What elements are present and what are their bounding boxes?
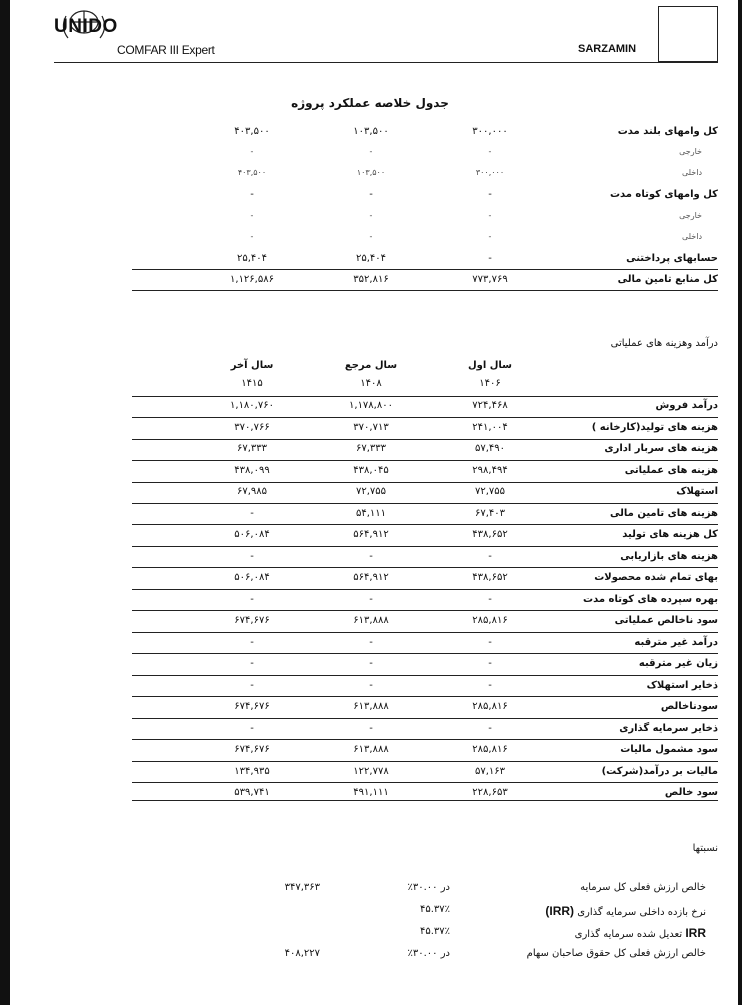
row-value: - <box>369 147 373 156</box>
table-row <box>132 211 718 229</box>
empty-box <box>658 6 718 62</box>
row-value: ۶۱۳,۸۸۸ <box>353 744 389 755</box>
row-value: - <box>250 551 254 562</box>
header-rule <box>54 62 718 63</box>
row-value: ۷۲۴,۴۶۸ <box>472 400 508 411</box>
row-label: بهره سپرده های کوتاه مدت <box>583 594 718 605</box>
row-value: - <box>488 723 492 734</box>
table-row <box>132 701 718 719</box>
table-row <box>132 422 718 440</box>
row-value: ۶۷,۳۳۳ <box>355 443 387 454</box>
row-label: ذخایر سرمایه گذاری <box>619 723 718 734</box>
row-value: ۲۵,۴۰۴ <box>236 253 268 264</box>
ratio-label <box>545 904 706 918</box>
row-value: ۵۴,۱۱۱ <box>355 508 387 519</box>
row-value: - <box>250 723 254 734</box>
row-value: - <box>250 211 254 220</box>
row-value: - <box>488 680 492 691</box>
table-row <box>132 658 718 676</box>
col-header-reference-year: سال مرجع <box>344 360 398 371</box>
ratio-value: ۳۴۷,۳۶۳ <box>284 882 320 893</box>
divider <box>132 503 718 504</box>
row-value: ۴۳۸,۶۵۲ <box>472 572 508 583</box>
table-row <box>132 400 718 418</box>
divider <box>132 761 718 762</box>
table-row <box>132 443 718 461</box>
ratio-rate: در ۳۰.۰۰٪ <box>407 882 450 893</box>
row-label: کل وامهای کوتاه مدت <box>609 189 718 200</box>
row-value: - <box>250 637 254 648</box>
row-label: سود ناخالص عملیاتی <box>614 615 718 626</box>
row-value: - <box>369 551 373 562</box>
row-value: - <box>250 147 254 156</box>
row-value: - <box>488 232 492 241</box>
divider <box>132 739 718 740</box>
row-value: - <box>369 232 373 241</box>
year-first: ۱۴۰۶ <box>479 378 501 389</box>
row-label: هزینه های تامین مالی <box>610 508 718 519</box>
row-value: ۲۲۸,۶۵۳ <box>472 787 508 798</box>
row-value: ۵۷,۱۶۳ <box>474 766 506 777</box>
row-value: - <box>250 680 254 691</box>
row-value: ۴۰۳,۵۰۰ <box>237 168 267 177</box>
divider <box>132 610 718 611</box>
project-name: SARZAMIN <box>578 43 637 55</box>
row-label: مالیات بر درآمد(شرکت) <box>601 766 718 777</box>
row-label: هزینه های عملیاتی <box>624 465 718 476</box>
divider <box>132 653 718 654</box>
column-years <box>132 378 718 396</box>
row-value: ۱۲۲,۷۷۸ <box>353 766 389 777</box>
right-edge <box>738 0 742 1005</box>
ratio-label-text: خالص ارزش فعلی کل حقوق صاحبان سهام <box>526 948 706 959</box>
row-value: ۷۲,۷۵۵ <box>355 486 387 497</box>
row-value: - <box>250 594 254 605</box>
row-value: ۶۷۴,۶۷۶ <box>234 701 270 712</box>
row-value: ۵۳۹,۷۴۱ <box>234 787 270 798</box>
table-row <box>132 465 718 483</box>
divider <box>132 782 718 783</box>
row-value: - <box>250 508 254 519</box>
row-label: هزینه های بازاریابی <box>620 551 718 562</box>
row-label: کل وامهای بلند مدت <box>617 126 718 137</box>
row-label: استهلاک <box>676 486 718 497</box>
ratio-label <box>580 882 706 893</box>
row-value: ۷۷۳,۷۶۹ <box>472 274 508 285</box>
row-value: ۳۵۲,۸۱۶ <box>353 274 389 285</box>
divider <box>132 439 718 440</box>
row-value: ۲۸۵,۸۱۶ <box>472 701 508 712</box>
divider <box>132 567 718 568</box>
row-value: - <box>488 637 492 648</box>
row-value: ۱,۱۲۶,۵۸۶ <box>230 274 274 285</box>
table-row <box>132 126 718 144</box>
row-value: - <box>488 594 492 605</box>
row-value: ۱,۱۷۸,۸۰۰ <box>349 400 393 411</box>
row-value: ۶۷۴,۶۷۶ <box>234 744 270 755</box>
ratio-latin: (IRR) <box>545 904 575 918</box>
ratio-rate: در ۳۰.۰۰٪ <box>407 948 450 959</box>
row-value: ۳۰۰,۰۰۰ <box>472 126 508 137</box>
row-label: بهای تمام شده محصولات <box>594 572 718 583</box>
product-name: COMFAR III Expert <box>117 43 215 57</box>
year-reference: ۱۴۰۸ <box>360 378 382 389</box>
left-edge <box>0 0 10 1005</box>
divider <box>132 396 718 397</box>
row-value: ۶۷۴,۶۷۶ <box>234 615 270 626</box>
col-header-first-year: سال اول <box>467 360 513 371</box>
ratio-value: ۴۰۸,۲۲۷ <box>284 948 320 959</box>
row-value: - <box>488 211 492 220</box>
divider <box>132 482 718 483</box>
table-row <box>132 486 718 504</box>
row-label: حسابهای پرداختنی <box>626 253 718 264</box>
table-row <box>132 232 718 250</box>
divider <box>132 675 718 676</box>
row-label: درآمد فروش <box>655 400 718 411</box>
row-value: - <box>250 658 254 669</box>
page-title: جدول خلاصه عملکرد پروژه <box>291 96 449 110</box>
ratio-label-text: خالص ارزش فعلی کل سرمایه <box>580 882 706 893</box>
row-label: داخلی <box>681 168 702 177</box>
row-value: ۴۰۳,۵۰۰ <box>234 126 270 137</box>
divider <box>132 632 718 633</box>
row-label: سود خالص <box>664 787 718 798</box>
divider <box>132 589 718 590</box>
ratio-rate: ۴۵.۳۷٪ <box>419 904 450 915</box>
row-value: - <box>369 723 373 734</box>
row-value: ۲۴۱,۰۰۴ <box>472 422 508 433</box>
row-value: - <box>488 551 492 562</box>
row-value: ۳۷۰,۷۶۶ <box>234 422 270 433</box>
divider <box>132 696 718 697</box>
divider <box>132 524 718 525</box>
row-value: ۵۶۴,۹۱۲ <box>353 529 389 540</box>
table-row <box>132 615 718 633</box>
row-value: ۲۸۵,۸۱۶ <box>472 744 508 755</box>
divider <box>132 718 718 719</box>
row-value: ۱,۱۸۰,۷۶۰ <box>230 400 274 411</box>
row-value: - <box>369 637 373 648</box>
row-value: - <box>369 594 373 605</box>
ratio-label-text: نرخ بازده داخلی سرمایه گذاری <box>577 907 706 918</box>
year-last: ۱۴۱۵ <box>241 378 263 389</box>
divider <box>132 460 718 461</box>
row-label: داخلی <box>681 232 702 241</box>
row-value: ۶۷,۳۳۳ <box>236 443 268 454</box>
ratio-label <box>527 948 706 959</box>
row-label: خارجی <box>679 147 702 156</box>
row-label: سودناخالص <box>660 701 718 712</box>
row-label: هزینه های تولید(کارخانه ) <box>591 422 718 433</box>
row-label: کل منابع تامین مالی <box>617 274 718 285</box>
row-value: ۵۶۴,۹۱۲ <box>353 572 389 583</box>
row-value: ۶۱۳,۸۸۸ <box>353 615 389 626</box>
table-row <box>132 529 718 547</box>
row-value: - <box>488 147 492 156</box>
row-value: - <box>488 189 492 200</box>
row-value: ۵۰۶,۰۸۴ <box>234 572 270 583</box>
row-value: ۴۹۱,۱۱۱ <box>353 787 389 798</box>
divider <box>132 546 718 547</box>
row-value: ۲۵,۴۰۴ <box>355 253 387 264</box>
ratio-label <box>575 926 706 940</box>
divider <box>132 290 718 291</box>
row-value: ۴۳۸,۰۴۵ <box>353 465 389 476</box>
row-label: زیان غیر مترقبه <box>638 658 718 669</box>
col-header-last-year: سال آخر <box>230 360 274 371</box>
row-value: ۳۷۰,۷۱۳ <box>353 422 389 433</box>
row-value: - <box>250 189 254 200</box>
row-value: ۶۷,۹۸۵ <box>236 486 268 497</box>
row-value: - <box>250 232 254 241</box>
row-value: ۵۰۶,۰۸۴ <box>234 529 270 540</box>
row-value: - <box>369 680 373 691</box>
divider <box>132 269 718 270</box>
ratios-title: نسبتها <box>692 843 718 854</box>
operations-title: درآمد وهزینه های عملیاتی <box>610 338 718 349</box>
row-label: خارجی <box>679 211 702 220</box>
ratio-latin: IRR <box>685 926 706 940</box>
row-value: - <box>369 189 373 200</box>
row-label: درآمد غیر مترقبه <box>634 637 718 648</box>
row-value: ۱۰۳,۵۰۰ <box>356 168 386 177</box>
table-row <box>132 189 718 207</box>
row-label: کل هزینه های تولید <box>622 529 718 540</box>
row-label: سود مشمول مالیات <box>620 744 718 755</box>
row-value: - <box>488 658 492 669</box>
row-value: ۲۹۸,۴۹۴ <box>472 465 508 476</box>
ratio-rate: ۴۵.۳۷٪ <box>419 926 450 937</box>
row-value: ۵۷,۴۹۰ <box>474 443 506 454</box>
row-label: ذخایر استهلاک <box>646 680 718 691</box>
row-value: ۶۱۳,۸۸۸ <box>353 701 389 712</box>
row-value: - <box>369 658 373 669</box>
divider <box>132 800 718 801</box>
row-value: ۶۷,۴۰۳ <box>474 508 506 519</box>
table-row <box>132 572 718 590</box>
row-value: ۲۸۵,۸۱۶ <box>472 615 508 626</box>
row-label: هزینه های سربار اداری <box>604 443 718 454</box>
row-value: ۴۳۸,۶۵۲ <box>472 529 508 540</box>
divider <box>132 417 718 418</box>
column-headers <box>132 360 718 378</box>
table-row <box>132 168 718 186</box>
row-value: ۳۰۰,۰۰۰ <box>475 168 505 177</box>
table-row <box>132 147 718 165</box>
row-value: ۴۳۸,۰۹۹ <box>234 465 270 476</box>
row-value: ۱۳۴,۹۳۵ <box>234 766 270 777</box>
row-value: - <box>488 253 492 264</box>
row-value: ۷۲,۷۵۵ <box>474 486 506 497</box>
ratio-label-text: تعدیل شده سرمایه گذاری <box>574 929 683 940</box>
row-value: ۱۰۳,۵۰۰ <box>353 126 389 137</box>
logo-text: UNIDO <box>54 16 118 37</box>
table-row <box>132 787 718 805</box>
row-value: - <box>369 211 373 220</box>
table-row <box>132 744 718 762</box>
